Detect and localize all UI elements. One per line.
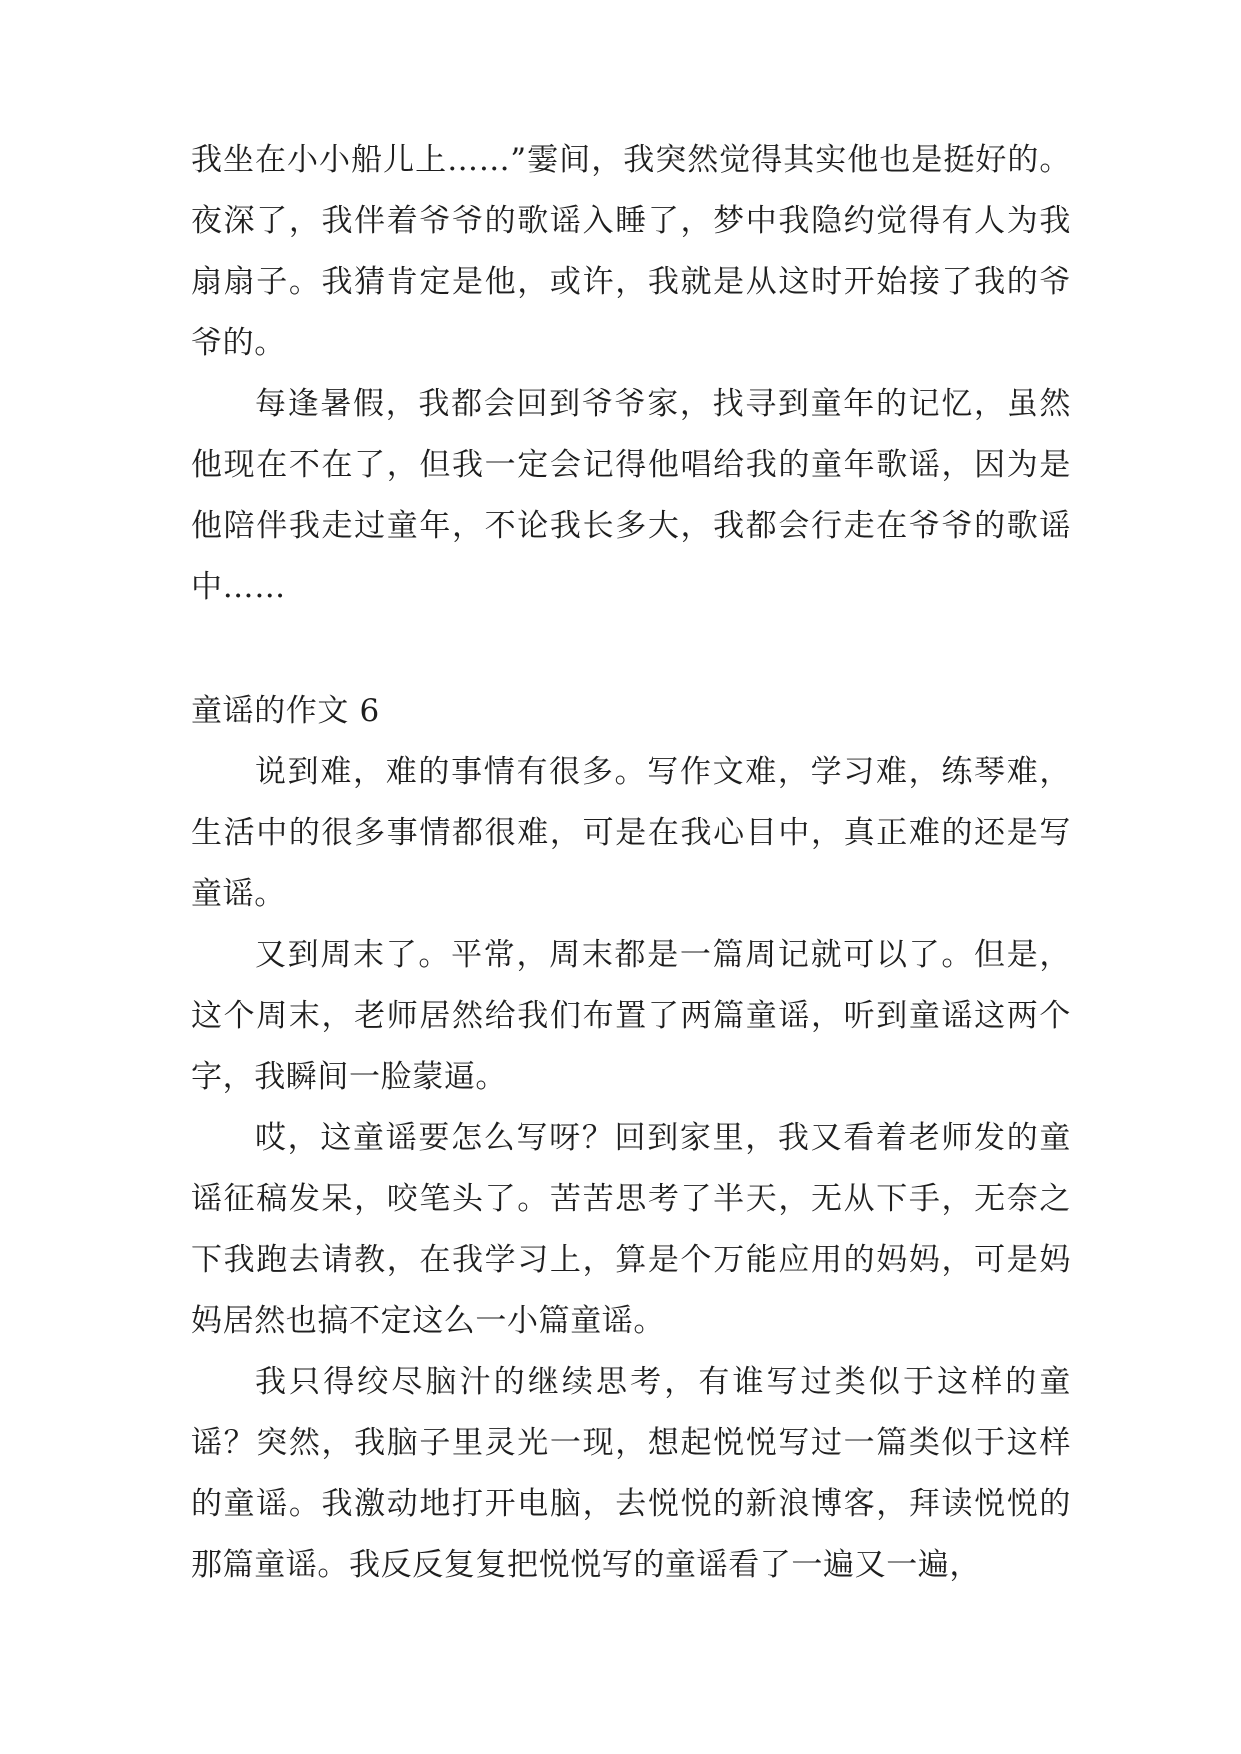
paragraph: 又到周末了。平常，周末都是一篇周记就可以了。但是，这个周末，老师居然给我们布置了两篇童谣，听到童谣这两个字，我瞬间一脸蒙逼。 — [191, 937, 1071, 1095]
paragraph: 每逢暑假，我都会回到爷爷家，找寻到童年的记忆，虽然他现在不在了，但我一定会记得他唱给我的童年歌谣，因为是他陪伴我走过童年，不论我长多大，我都会行走在爷爷的歌谣中…… — [191, 386, 1071, 605]
section-title: 童谣的作文 6 — [191, 693, 380, 729]
paragraph: 说到难，难的事情有很多。写作文难，学习难，练琴难，生活中的很多事情都很难，可是在我心目中，真正难的还是写童谣。 — [191, 754, 1071, 912]
continuation-section — [191, 130, 1071, 618]
paragraph: 我只得绞尽脑汁的继续思考，有谁写过类似于这样的童谣？突然，我脑子里灵光一现，想起悦悦写过一篇类似于这样的童谣。我激动地打开电脑，去悦悦的新浪博客，拜读悦悦的那篇童谣。我反反复复把悦悦写的童谣看了一遍又一遍， — [191, 1364, 1071, 1583]
paragraph: 哎，这童谣要怎么写呀？回到家里，我又看着老师发的童谣征稿发呆，咬笔头了。苦苦思考了半天，无从下手，无奈之下我跑去请教，在我学习上，算是个万能应用的妈妈，可是妈妈居然也搞不定这么一小篇童谣。 — [191, 1120, 1071, 1339]
essay-body — [191, 742, 1071, 1596]
paragraph: 我坐在小小船儿上……”霎间，我突然觉得其实他也是挺好的。夜深了，我伴着爷爷的歌谣入睡了，梦中我隐约觉得有人为我扇扇子。我猜肯定是他，或许，我就是从这时开始接了我的爷爷的。 — [191, 142, 1071, 361]
